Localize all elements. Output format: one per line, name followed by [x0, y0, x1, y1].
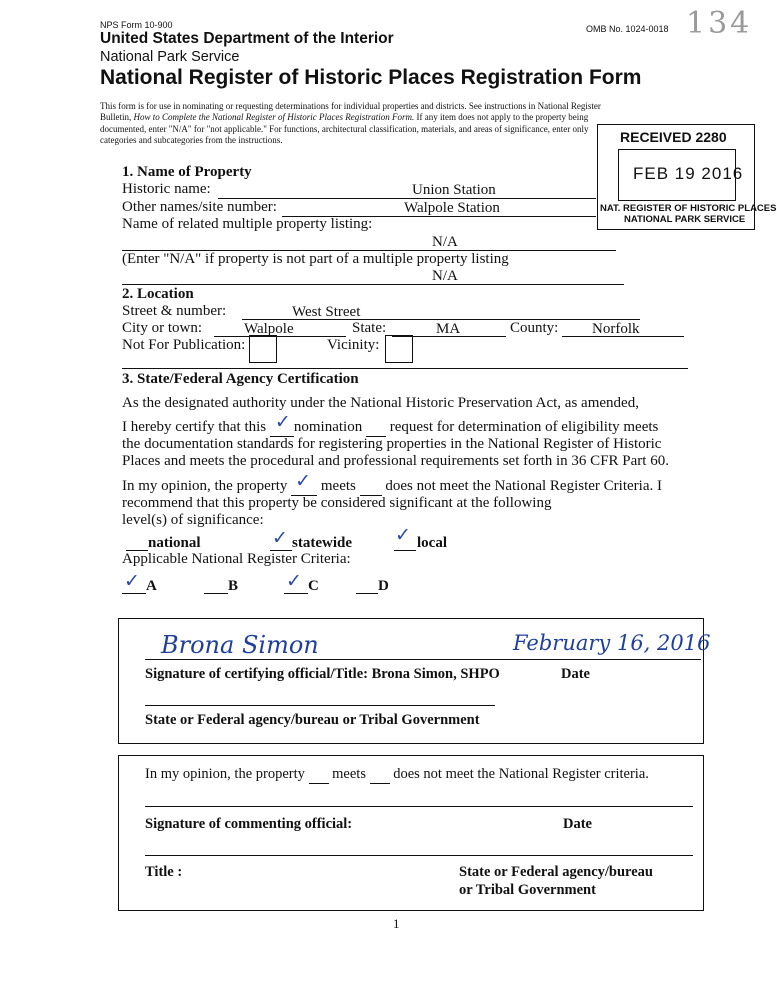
statewide-check-icon: ✓ [272, 527, 288, 549]
certifying-agency-line [145, 705, 495, 706]
form-number: NPS Form 10-900 [100, 20, 173, 30]
criteria-label: Applicable National Register Criteria: [122, 551, 351, 567]
criterion-a-blank[interactable] [122, 593, 146, 594]
handwritten-page-number: 134 [686, 6, 753, 41]
instructions-line-1: This form is for use in nominating or requesting determinations for individual properties and districts. See instructions in National Register [100, 101, 601, 111]
certifying-date-hand: February 16, 2016 [513, 631, 711, 655]
criterion-c: C [308, 578, 319, 594]
stamp-date-box [618, 149, 744, 201]
commenting-agency-line-1: State or Federal agency/bureau [459, 864, 653, 880]
commenting-meets-blank[interactable] [309, 766, 329, 784]
county-label: County: [510, 320, 559, 336]
does-not-meet-blank[interactable] [360, 478, 382, 496]
opinion-line-1 [122, 470, 662, 496]
level-local: local [417, 535, 447, 551]
certify-post: request for determination of eligibility meets [389, 419, 659, 435]
opinion-post: does not meet the National Register Criteria. I [385, 478, 662, 494]
commenting-opinion-pre: In my opinion, the property [145, 766, 305, 782]
section-2-heading: 2. Location [122, 286, 194, 302]
instructions-line-3: documented, enter "N/A" for "not applicable." For functions, architectural classification, materials, and areas of significance, enter only [100, 124, 589, 134]
enter-na-value[interactable]: N/A [432, 268, 458, 284]
stamp-line-2: NATIONAL PARK SERVICE [624, 214, 746, 225]
multiple-property-label-text: Name of related multiple property listing: [122, 216, 373, 232]
criterion-d-blank[interactable] [356, 593, 378, 594]
commenting-does-not-meet-blank[interactable] [370, 766, 390, 784]
authority-statement: As the designated authority under the National Historic Preservation Act, as amended, [122, 395, 639, 411]
instructions-bulletin-title: How to Complete the National Register of Historic Places Registration Form. [133, 112, 415, 122]
vicinity-checkbox[interactable] [385, 335, 413, 363]
meets-label: meets [320, 478, 356, 494]
enter-na-note: (Enter "N/A" if property is not part of a multiple property listing [122, 251, 509, 267]
commenting-opinion-post: does not meet the National Register criteria. [393, 766, 649, 782]
not-for-publication-label: Not For Publication: [122, 337, 246, 353]
department-name: United States Department of the Interior [100, 30, 394, 47]
multiple-property-value[interactable]: N/A [432, 234, 458, 250]
certifying-agency-label: State or Federal agency/bureau or Tribal Government [145, 712, 480, 728]
commenting-title-label: Title : [145, 864, 183, 880]
certifying-signature: Brona Simon [161, 631, 319, 659]
meets-blank[interactable] [291, 470, 317, 496]
vicinity-label: Vicinity: [327, 337, 380, 353]
street-label: Street & number: [122, 303, 227, 319]
instructions-line-2-pre: Bulletin, [100, 112, 134, 122]
certify-line-3: Places and meets the procedural and professional requirements set forth in 36 CFR Part 60. [122, 453, 669, 469]
service-name: National Park Service [100, 49, 240, 65]
certifying-signature-line [145, 659, 701, 660]
criterion-b: B [228, 578, 239, 594]
not-for-publication-checkbox[interactable] [249, 335, 277, 363]
local-check-icon: ✓ [395, 524, 411, 546]
certifying-signature-label: Signature of certifying official/Title: Brona Simon, SHPO [145, 666, 500, 682]
stamp-date: FEB 19 2016 [633, 164, 744, 183]
received-stamp [597, 124, 777, 230]
commenting-official-box [118, 755, 704, 911]
page-number: 1 [393, 916, 400, 931]
certify-line-2: the documentation standards for registering properties in the National Register of Historic [122, 436, 662, 452]
opinion-line-2: recommend that this property be considered significant at the following [122, 495, 552, 511]
commenting-meets-label: meets [332, 766, 366, 782]
commenting-signature-label: Signature of commenting official: [145, 816, 353, 832]
commenting-title-line [145, 855, 693, 856]
meets-check-icon: ✓ [295, 470, 312, 492]
commenting-agency-line-2: or Tribal Government [459, 882, 596, 898]
certify-pre: I hereby certify that this [122, 419, 267, 435]
commenting-opinion-line [145, 766, 649, 784]
criterion-d: D [378, 578, 389, 594]
nomination-blank[interactable] [270, 411, 294, 437]
enter-na-line [122, 284, 624, 285]
historic-name-label: Historic name: [122, 181, 211, 197]
street-value[interactable]: West Street [292, 304, 361, 320]
stamp-line-1: NAT. REGISTER OF HISTORIC PLACES [600, 203, 777, 214]
instructions-line-2-post: If any item does not apply to the property being [414, 112, 589, 122]
instructions-line-2 [100, 112, 588, 122]
certifying-official-box [118, 618, 711, 744]
criterion-a: A [146, 578, 157, 594]
commenting-date-label: Date [563, 816, 592, 832]
certify-line-1 [122, 411, 659, 437]
city-value[interactable]: Walpole [244, 321, 294, 337]
criterion-c-blank[interactable] [284, 593, 308, 594]
other-names-label: Other names/site number: [122, 199, 277, 215]
city-label: City or town: [122, 320, 203, 336]
historic-name-value[interactable]: Union Station [412, 182, 496, 198]
local-blank[interactable] [394, 550, 416, 551]
omb-number: OMB No. 1024-0018 [586, 24, 669, 34]
level-national: national [148, 535, 201, 551]
request-blank[interactable] [366, 419, 386, 437]
section-1-heading: 1. Name of Property [122, 164, 252, 180]
multiple-property-label [122, 216, 372, 233]
nomination-check-icon: ✓ [274, 411, 291, 433]
criterion-c-check-icon: ✓ [286, 570, 302, 592]
stamp-received: RECEIVED 2280 [620, 129, 727, 145]
nomination-label: nomination [293, 419, 363, 435]
criterion-a-check-icon: ✓ [124, 570, 140, 592]
opinion-line-3: level(s) of significance: [122, 512, 264, 528]
other-names-value[interactable]: Walpole Station [404, 200, 500, 216]
state-label: State: [352, 320, 387, 336]
certifying-date-label: Date [561, 666, 590, 682]
county-value[interactable]: Norfolk [592, 321, 640, 337]
form-title: National Register of Historic Places Registration Form [100, 66, 642, 89]
commenting-signature-line [145, 806, 693, 807]
state-value[interactable]: MA [436, 321, 461, 337]
criterion-b-blank[interactable] [204, 593, 228, 594]
opinion-pre: In my opinion, the property [122, 478, 288, 494]
instructions-line-4: categories and subcategories from the instructions. [100, 135, 283, 145]
section-2-divider [122, 368, 688, 369]
section-3-heading: 3. State/Federal Agency Certification [122, 371, 359, 387]
level-statewide: statewide [292, 535, 352, 551]
